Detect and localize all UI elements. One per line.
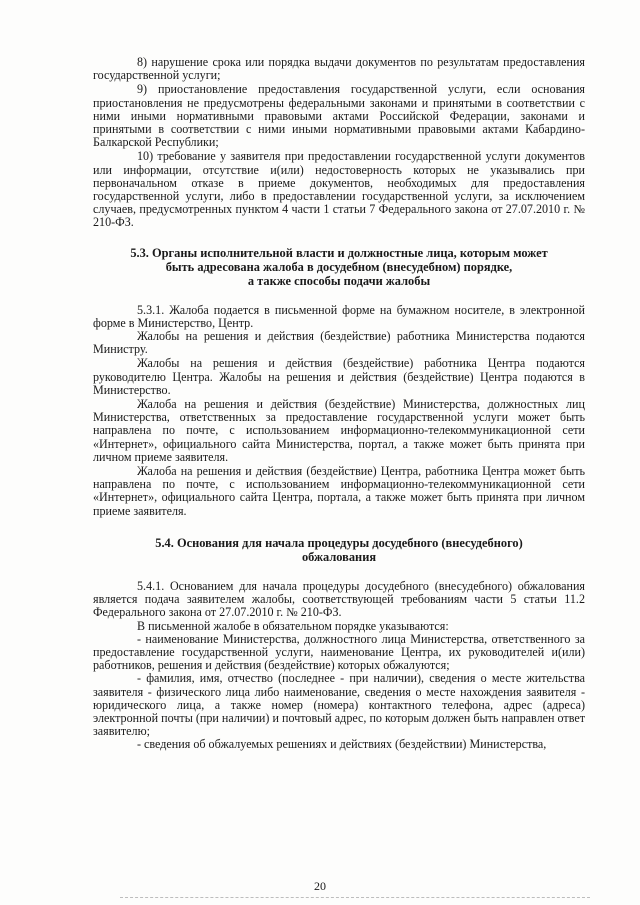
heading-line: быть адресована жалоба в досудебном (внесудебном) порядке, (165, 259, 513, 274)
heading-line: а также способы подачи жалобы (247, 273, 431, 288)
list-item-8: 8) нарушение срока или порядка выдачи документов по результатам предоставления государственной услуги; (93, 55, 585, 83)
paragraph-5-4-1: 5.4.1. Основанием для начала процедуры досудебного (внесудебного) обжалования является подача заявителем жалобы, соответствующей требованиям части 5 статьи 11.2 Федерального закона от 27.07.2010 г. № 210-ФЗ. (93, 578, 585, 620)
list-item-9: 9) приостановление предоставления государственной услуги, если основания приостановления не предусмотрены федеральными законами и принятыми в соответствии с ними иными нормативными правовыми актами Российской Федерации, законами и принятыми в соответствии с ними иными нормативными правовыми актами Кабардино-Балкарской Республики; (93, 82, 585, 150)
list-item: - сведения об обжалуемых решениях и действиях (бездействии) Министерства, (137, 737, 547, 752)
paragraph: Жалоба на решения и действия (бездействие) Центра, работника Центра может быть направлена по почте, с использованием информационно-телекоммуникационной сети «Интернет», официального сайта Центра, портала, а также может быть принята при личном приеме заявителя. (93, 464, 585, 518)
paragraph: Жалоба на решения и действия (бездействие) Министерства, должностных лиц Министерства, ответственных за предоставление государственной услуги может быть направлена по почте, с использованием информационно-телекоммуникационной сети «Интернет», официального сайта Министерства, портал, а также может быть принята при личном приеме заявителя. (93, 397, 585, 464)
paragraph: Жалобы на решения и действия (бездействие) работника Центра подаются руководителю Центра. Жалобы на решения и действия (бездействие) Центра подаются в Министерство. (93, 356, 585, 397)
heading-line: 5.3. Органы исполнительной власти и должностные лица, которым может (130, 245, 548, 260)
heading-line: 5.4. Основания для начала процедуры досудебного (внесудебного) (155, 535, 523, 550)
paragraph: В письменной жалобе в обязательном порядке указываются: (137, 618, 449, 633)
heading-line: обжалования (301, 549, 377, 564)
page-number: 20 (314, 879, 326, 893)
list-item: - фамилия, имя, отчество (последнее - при наличии), сведения о месте жительства заявителя - физического лица либо наименование, сведения о месте нахождения заявителя - юридического лица, а также номер (номера) контактного телефона, адрес (адреса) электронной почты (при наличии) и почтовый адрес, по которым должен быть направлен ответ заявителю; (93, 671, 585, 739)
document-body (93, 56, 585, 752)
section-5-4-heading (93, 536, 585, 564)
scan-artifact-line (120, 897, 590, 899)
list-item-10: 10) требование у заявителя при предоставлении государственной услуги документов или информации, отсутствие и(или) недостоверность которых не указывались при первоначальном отказе в приеме документов, необходимых для предоставления государственной услуги, либо в предоставлении государственной услуги, за исключением случаев, предусмотренных пунктом 4 части 1 статьи 7 Федерального закона от 27.07.2010 г. № 210-ФЗ. (93, 149, 585, 230)
list-item: - наименование Министерства, должностного лица Министерства, ответственного за предоставление государственной услуги, наименование Центра, их руководителей и(или) работников, решения и действия (бездействие) которых обжалуются; (93, 631, 585, 673)
paragraph: Жалобы на решения и действия (бездействие) работника Министерства подаются Министру. (93, 329, 585, 357)
section-5-3-heading (93, 246, 585, 288)
paragraph-5-3-1: 5.3.1. Жалоба подается в письменной форме на бумажном носителе, в электронной форме в Министерство, Центр. (93, 302, 585, 330)
